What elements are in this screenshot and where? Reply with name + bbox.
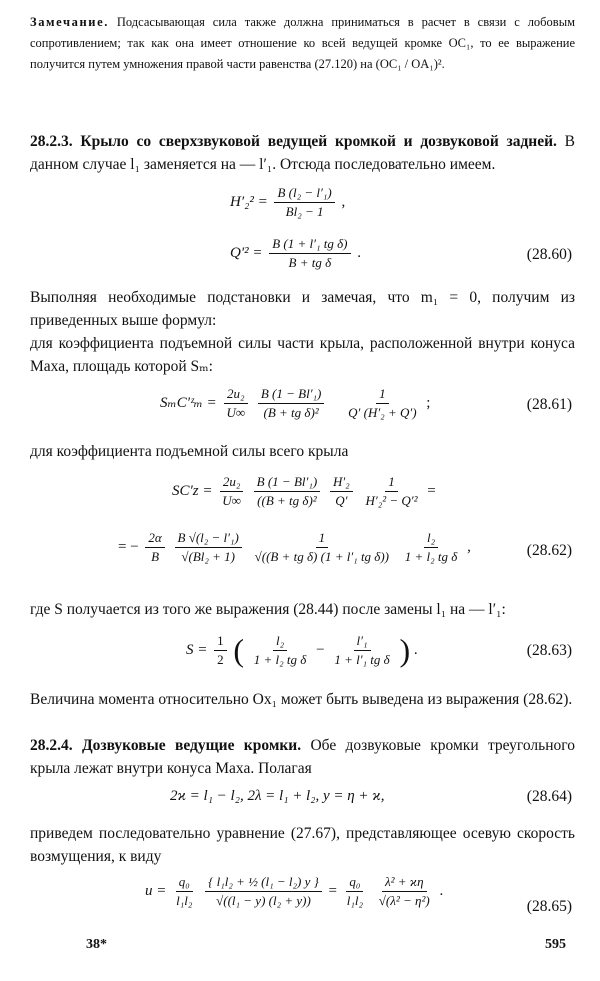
eq-q-tail: . (357, 244, 361, 261)
eq62a-tail: = (427, 482, 436, 499)
eq61-frac-3 (345, 386, 419, 421)
eq62a-f4-num: 1 (385, 474, 398, 492)
eq62a-f1-num: 2u₂ (220, 474, 244, 492)
eq61-f3-den: Q′ (H′₂ + Q′) (348, 405, 417, 420)
equation-28-62b (118, 530, 471, 565)
eq61-frac-2 (258, 386, 325, 421)
eq63-frac-3 (331, 633, 392, 668)
eq63-tail: . (413, 641, 418, 658)
eq-h2-num: B (l₂ − l′₁) (274, 185, 334, 203)
eq62b-f2-num: B √(l₂ − l′₁) (175, 530, 242, 548)
eq61-tail: ; (426, 394, 431, 411)
note-text: Подсасывающая сила также должна приниматься в расчет в связи с лобовым сопротивлением; так как она имеет отношение ко всей ведущей кромке OC₁, то ее выражение получится путем умножения правой части равенства (27.120) на (30, 15, 575, 71)
eq62b-f4-den: 1 + l₂ tg δ (404, 549, 458, 564)
section-2823-heading: 28.2.3. Крыло со сверхзвуковой ведущей кромкой и дозвуковой задней. (30, 133, 557, 150)
eq62b-f4-num: l₂ (424, 530, 438, 548)
eq62b-f1-den: B (151, 549, 160, 564)
eq63-f2-num: l₂ (273, 633, 287, 651)
eq65-frac-1 (173, 874, 195, 909)
paragraph-whole-lift: для коэффициента подъемной силы всего крыла (30, 443, 349, 460)
eq62b-frac-2 (175, 530, 242, 565)
eq65-f4-den: √(λ² − η²) (378, 893, 430, 908)
eq63-frac-2 (251, 633, 310, 668)
eq-h2-fraction (274, 185, 334, 220)
eq63-f1-num: 1 (214, 633, 227, 651)
note-label: Замечание. (30, 15, 109, 29)
eq-h2-tail: , (341, 193, 346, 210)
eq63-minus: − (316, 641, 325, 658)
eq62b-frac-4 (402, 530, 461, 565)
eq62a-frac-2 (254, 474, 321, 509)
eq-q-num: B (1 + l′₁ tg δ) (269, 236, 350, 254)
eq61-f2-num: B (1 − Bl′₁) (258, 386, 325, 404)
eq65-frac-2 (205, 874, 322, 909)
eq62b-tail: , (467, 538, 471, 555)
eq62a-lhs: SC′z = (172, 482, 213, 499)
eq62b-frac-1 (145, 530, 164, 565)
eq62b-f3-num: 1 (316, 530, 329, 548)
eq62a-f3-num: H′₂ (330, 474, 353, 492)
paragraph-partial-lift: для коэффициента подъемной силы части крыла, расположенной внутри конуса Маха, площадь которой Sₘ: (30, 335, 575, 375)
section-2824-heading: 28.2.4. Дозвуковые ведущие кромки. (30, 737, 302, 754)
equation-28-62a (172, 474, 436, 509)
eq62b-f3-den: √((B + tg δ) (1 + l′₁ tg δ)) (254, 549, 390, 564)
eq62a-f4-den: H′₂² − Q′² (365, 493, 418, 508)
eq65-f3-den: l₁l₂ (346, 893, 364, 908)
eq61-frac-1 (223, 386, 248, 421)
section-2824-text: Обе дозвуковые кромки треугольного крыла лежат внутри конуса Маха. Полагая (30, 737, 576, 777)
eq-q-den: B + tg δ (288, 255, 332, 270)
eq62a-f2-den: ((B + tg δ)² (257, 493, 317, 508)
eq65-f2-num: { l₁l₂ + ½ (l₁ − l₂) y } (205, 874, 322, 892)
eq65-frac-3 (344, 874, 366, 909)
eq65-f1-den: l₁l₂ (176, 893, 193, 908)
eq62a-f1-den: U∞ (222, 493, 241, 508)
eq62a-frac-1 (219, 474, 244, 509)
paragraph-reduce: приведем последовательно уравнение (27.67), представляющее осевую скорость возмущения, к виду (30, 825, 575, 865)
eq61-f2-den: (B + tg δ)² (263, 405, 319, 420)
paragraph-moment: Величина момента относительно Ox₁ может быть выведена из выражения (28.62). (30, 691, 573, 708)
eq61-f1-den: U∞ (226, 405, 246, 420)
eq62b-lhs: = − (118, 538, 139, 555)
eq62b-frac-3 (252, 530, 392, 565)
eq63-lhs: S = (186, 641, 208, 658)
eq63-f3-num: l′₁ (354, 633, 371, 651)
paragraph-substitution: Выполняя необходимые подстановки и замечая, что m₁ = 0, получим из приведенных выше формул: (30, 289, 575, 329)
section-2823 (30, 130, 575, 176)
eq61-f1-num: 2u₂ (224, 386, 248, 404)
equation-number-28-62: (28.62) (526, 542, 572, 559)
eq62a-frac-3 (330, 474, 353, 509)
eq-h2-lhs: H′₂² = (230, 193, 268, 210)
eq63-left-paren: ( (233, 632, 245, 668)
eq65-f2-den: √((l₁ − y) (l₂ + y)) (216, 893, 311, 908)
note-factor: (OC₁ / OA₁)². (375, 57, 445, 71)
eq63-f3-den: 1 + l′₁ tg δ (334, 652, 390, 667)
eq65-f3-num: q₀ (346, 874, 363, 892)
paragraph-where-s: где S получается из того же выражения (28.44) после замены l₁ на — l′₁: (30, 601, 506, 618)
eq65-f4-num: λ² + ϰη (382, 874, 427, 892)
eq62b-f2-den: √(Bl₂ + 1) (181, 549, 235, 564)
eq63-right-paren: ) (399, 632, 411, 668)
eq65-tail: . (439, 882, 444, 899)
eq-h2-den: Bl₂ − 1 (285, 204, 324, 219)
equation-28-64: 2ϰ = l₁ − l₂, 2λ = l₁ + l₂, y = η + ϰ, (170, 788, 385, 804)
eq62a-f2-num: B (1 − Bl′₁) (254, 474, 321, 492)
eq65-f1-num: q₀ (176, 874, 193, 892)
sheet-signature: 38* (86, 937, 107, 952)
equation-28-65 (145, 874, 443, 909)
eq-q-lhs: Q′² = (230, 244, 263, 261)
eq62a-frac-4 (362, 474, 420, 509)
eq63-frac-1 (214, 633, 227, 668)
eq65-lhs: u = (145, 882, 167, 899)
equation-number-28-65: (28.65) (526, 898, 572, 915)
eq-q-fraction (269, 236, 350, 271)
equation-28-61 (160, 386, 430, 421)
equation-number-28-63: (28.63) (526, 642, 572, 659)
section-2824 (30, 734, 575, 780)
equation-number-28-61: (28.61) (526, 396, 572, 413)
eq63-f2-den: 1 + l₂ tg δ (253, 652, 307, 667)
equation-h2 (230, 185, 345, 220)
eq65-frac-4 (376, 874, 433, 909)
note-paragraph (30, 12, 575, 75)
eq63-f1-den: 2 (217, 652, 224, 667)
page-number: 595 (545, 937, 566, 952)
eq62b-f1-num: 2α (145, 530, 164, 548)
equation-number-28-60: (28.60) (526, 246, 572, 263)
eq61-lhs: SₘC′ᶻₘ = (160, 394, 217, 411)
equation-28-63 (186, 632, 418, 669)
section-2823-text: В данном случае l₁ заменяется на — l′₁. Отсюда последовательно имеем. (30, 133, 575, 173)
equation-number-28-64: (28.64) (526, 788, 572, 805)
eq62a-f3-den: Q′ (335, 493, 348, 508)
equation-q (230, 236, 361, 271)
eq61-f3-num: 1 (376, 386, 389, 404)
eq65-equals: = (328, 882, 338, 899)
